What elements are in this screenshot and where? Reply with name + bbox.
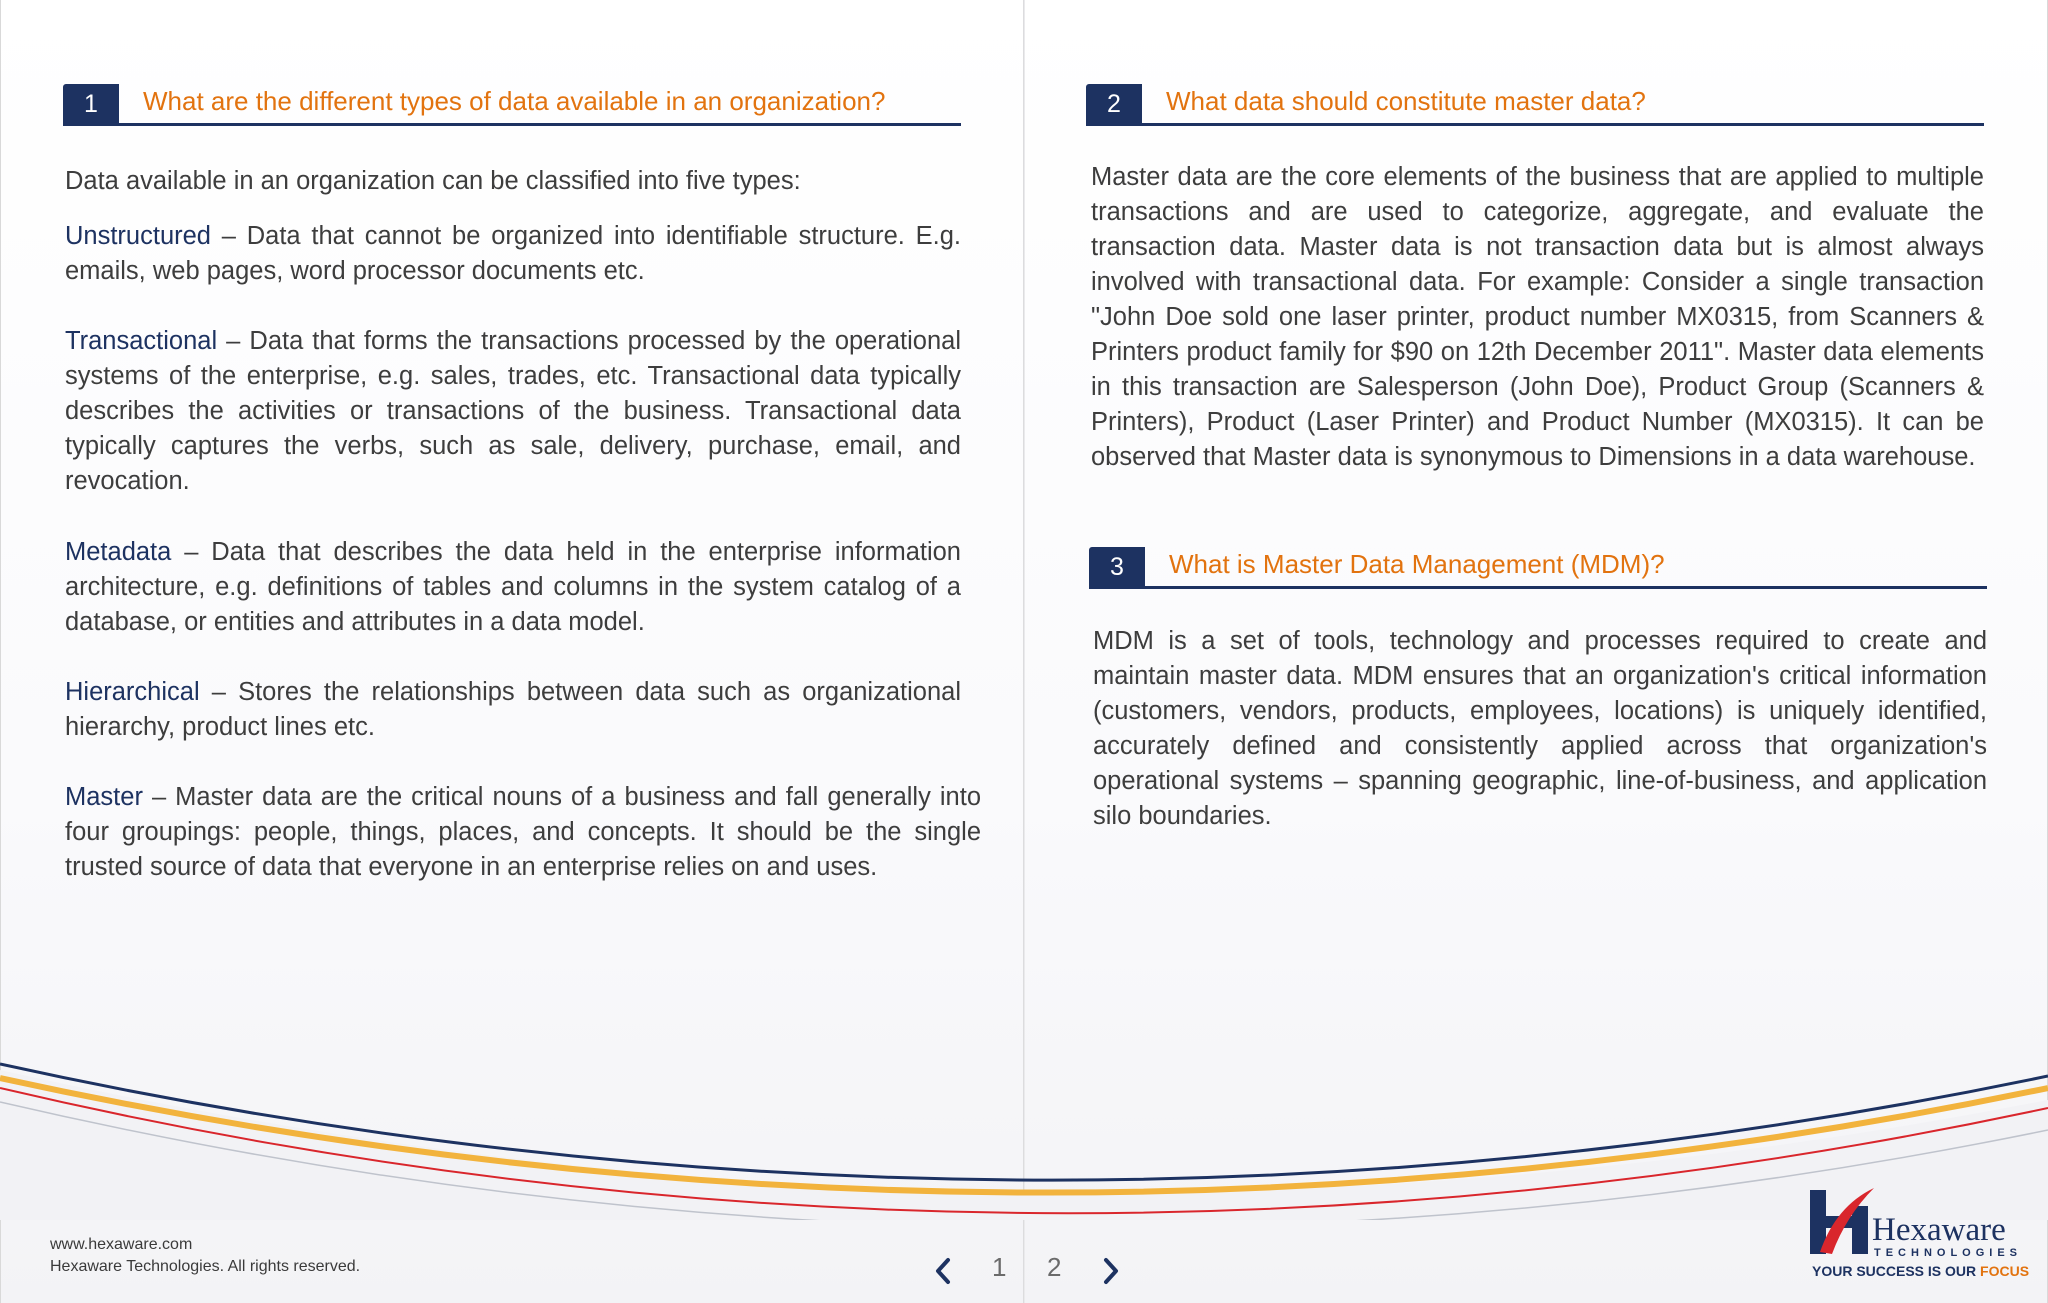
term-label: Unstructured (65, 222, 211, 250)
page-number-right[interactable]: 2 (1047, 1252, 1062, 1282)
decorative-swoosh (0, 1040, 2048, 1220)
type-master (65, 780, 981, 885)
section-number-badge: 3 (1089, 547, 1145, 587)
term-description: – Master data are the critical nouns of a business and fall generally into four groupings: people, things, places, and concepts. It should be the single trusted source of data that everyone in an enterprise relies on and uses. (65, 783, 981, 881)
hexaware-logo (1806, 1186, 2034, 1282)
section-3-body: MDM is a set of tools, technology and processes required to create and maintain master data. MDM ensures that an organization's critical information (customers, vendors, products, employees, locations) is uniquely identified, accurately defined and consistently applied across that organization's operational systems – spanning geographic, line-of-business, and application silo boundaries. (1093, 627, 1987, 830)
term-description: – Data that forms the transactions processed by the operational systems of the enterprise, e.g. sales, trades, etc. Transactional data typically describes the activities or transactions of the business. Transactional data typically captures the verbs, such as sale, delivery, purchase, email, and revocation. (65, 327, 961, 495)
term-label: Metadata (65, 538, 172, 566)
logo-name: Hexaware (1872, 1212, 2006, 1248)
footer-website[interactable]: www.hexaware.com (50, 1236, 193, 1253)
term-description: – Data that cannot be organized into identifiable structure. E.g. emails, web pages, word processor documents etc. (65, 222, 961, 285)
section-1-intro: Data available in an organization can be classified into five types: (65, 167, 801, 195)
term-label: Hierarchical (65, 678, 200, 706)
section-1-header (63, 84, 961, 126)
type-hierarchical (65, 675, 961, 745)
section-number-badge: 2 (1086, 84, 1142, 124)
section-title: What data should constitute master data? (1166, 86, 1646, 116)
section-title: What are the different types of data available in an organization? (143, 86, 886, 116)
type-unstructured (65, 219, 961, 289)
section-3-header (1089, 547, 1987, 589)
footer-copyright: Hexaware Technologies. All rights reserved. (50, 1258, 361, 1275)
type-transactional (65, 324, 961, 499)
header-rule (1086, 123, 1984, 126)
header-rule (63, 123, 961, 126)
term-description: – Stores the relationships between data such as organizational hierarchy, product lines etc. (65, 678, 961, 741)
type-metadata (65, 535, 961, 640)
term-description: – Data that describes the data held in the enterprise information architecture, e.g. definitions of tables and columns in the system catalog of a database, or entities and attributes in a data model. (65, 538, 961, 636)
section-number-badge: 1 (63, 84, 119, 124)
logo-subtitle: TECHNOLOGIES (1874, 1247, 2023, 1259)
section-2-body: Master data are the core elements of the business that are applied to multiple transactions and are used to categorize, aggregate, and evaluate the transaction data. Master data is not transaction data but is almost always involved with transactional data. For example: Consider a single transaction "John Doe sold one laser printer, product number MX0315, from Scanners & Printers product family for $90 on 12th December 2011". Master data elements in this transaction are Salesperson (John Doe), Product Group (Scanners & Printers), Product (Laser Printer) and Product Number (MX0315). It can be observed that Master data is synonymous to Dimensions in a data warehouse. (1091, 163, 1984, 471)
section-title: What is Master Data Management (MDM)? (1169, 549, 1665, 579)
tagline-part-a: YOUR SUCCESS IS OUR (1812, 1263, 1981, 1279)
section-2-header (1086, 84, 1984, 126)
tagline-focus: FOCUS (1980, 1263, 2030, 1279)
hexaware-h-mark-icon (1806, 1186, 1876, 1258)
header-rule (1089, 586, 1987, 589)
page-number-left[interactable]: 1 (992, 1252, 1007, 1282)
chevron-right-icon[interactable] (1100, 1256, 1122, 1286)
chevron-left-icon[interactable] (932, 1256, 954, 1286)
term-label: Master (65, 783, 143, 811)
term-label: Transactional (65, 327, 218, 355)
logo-tagline (1812, 1263, 2029, 1279)
